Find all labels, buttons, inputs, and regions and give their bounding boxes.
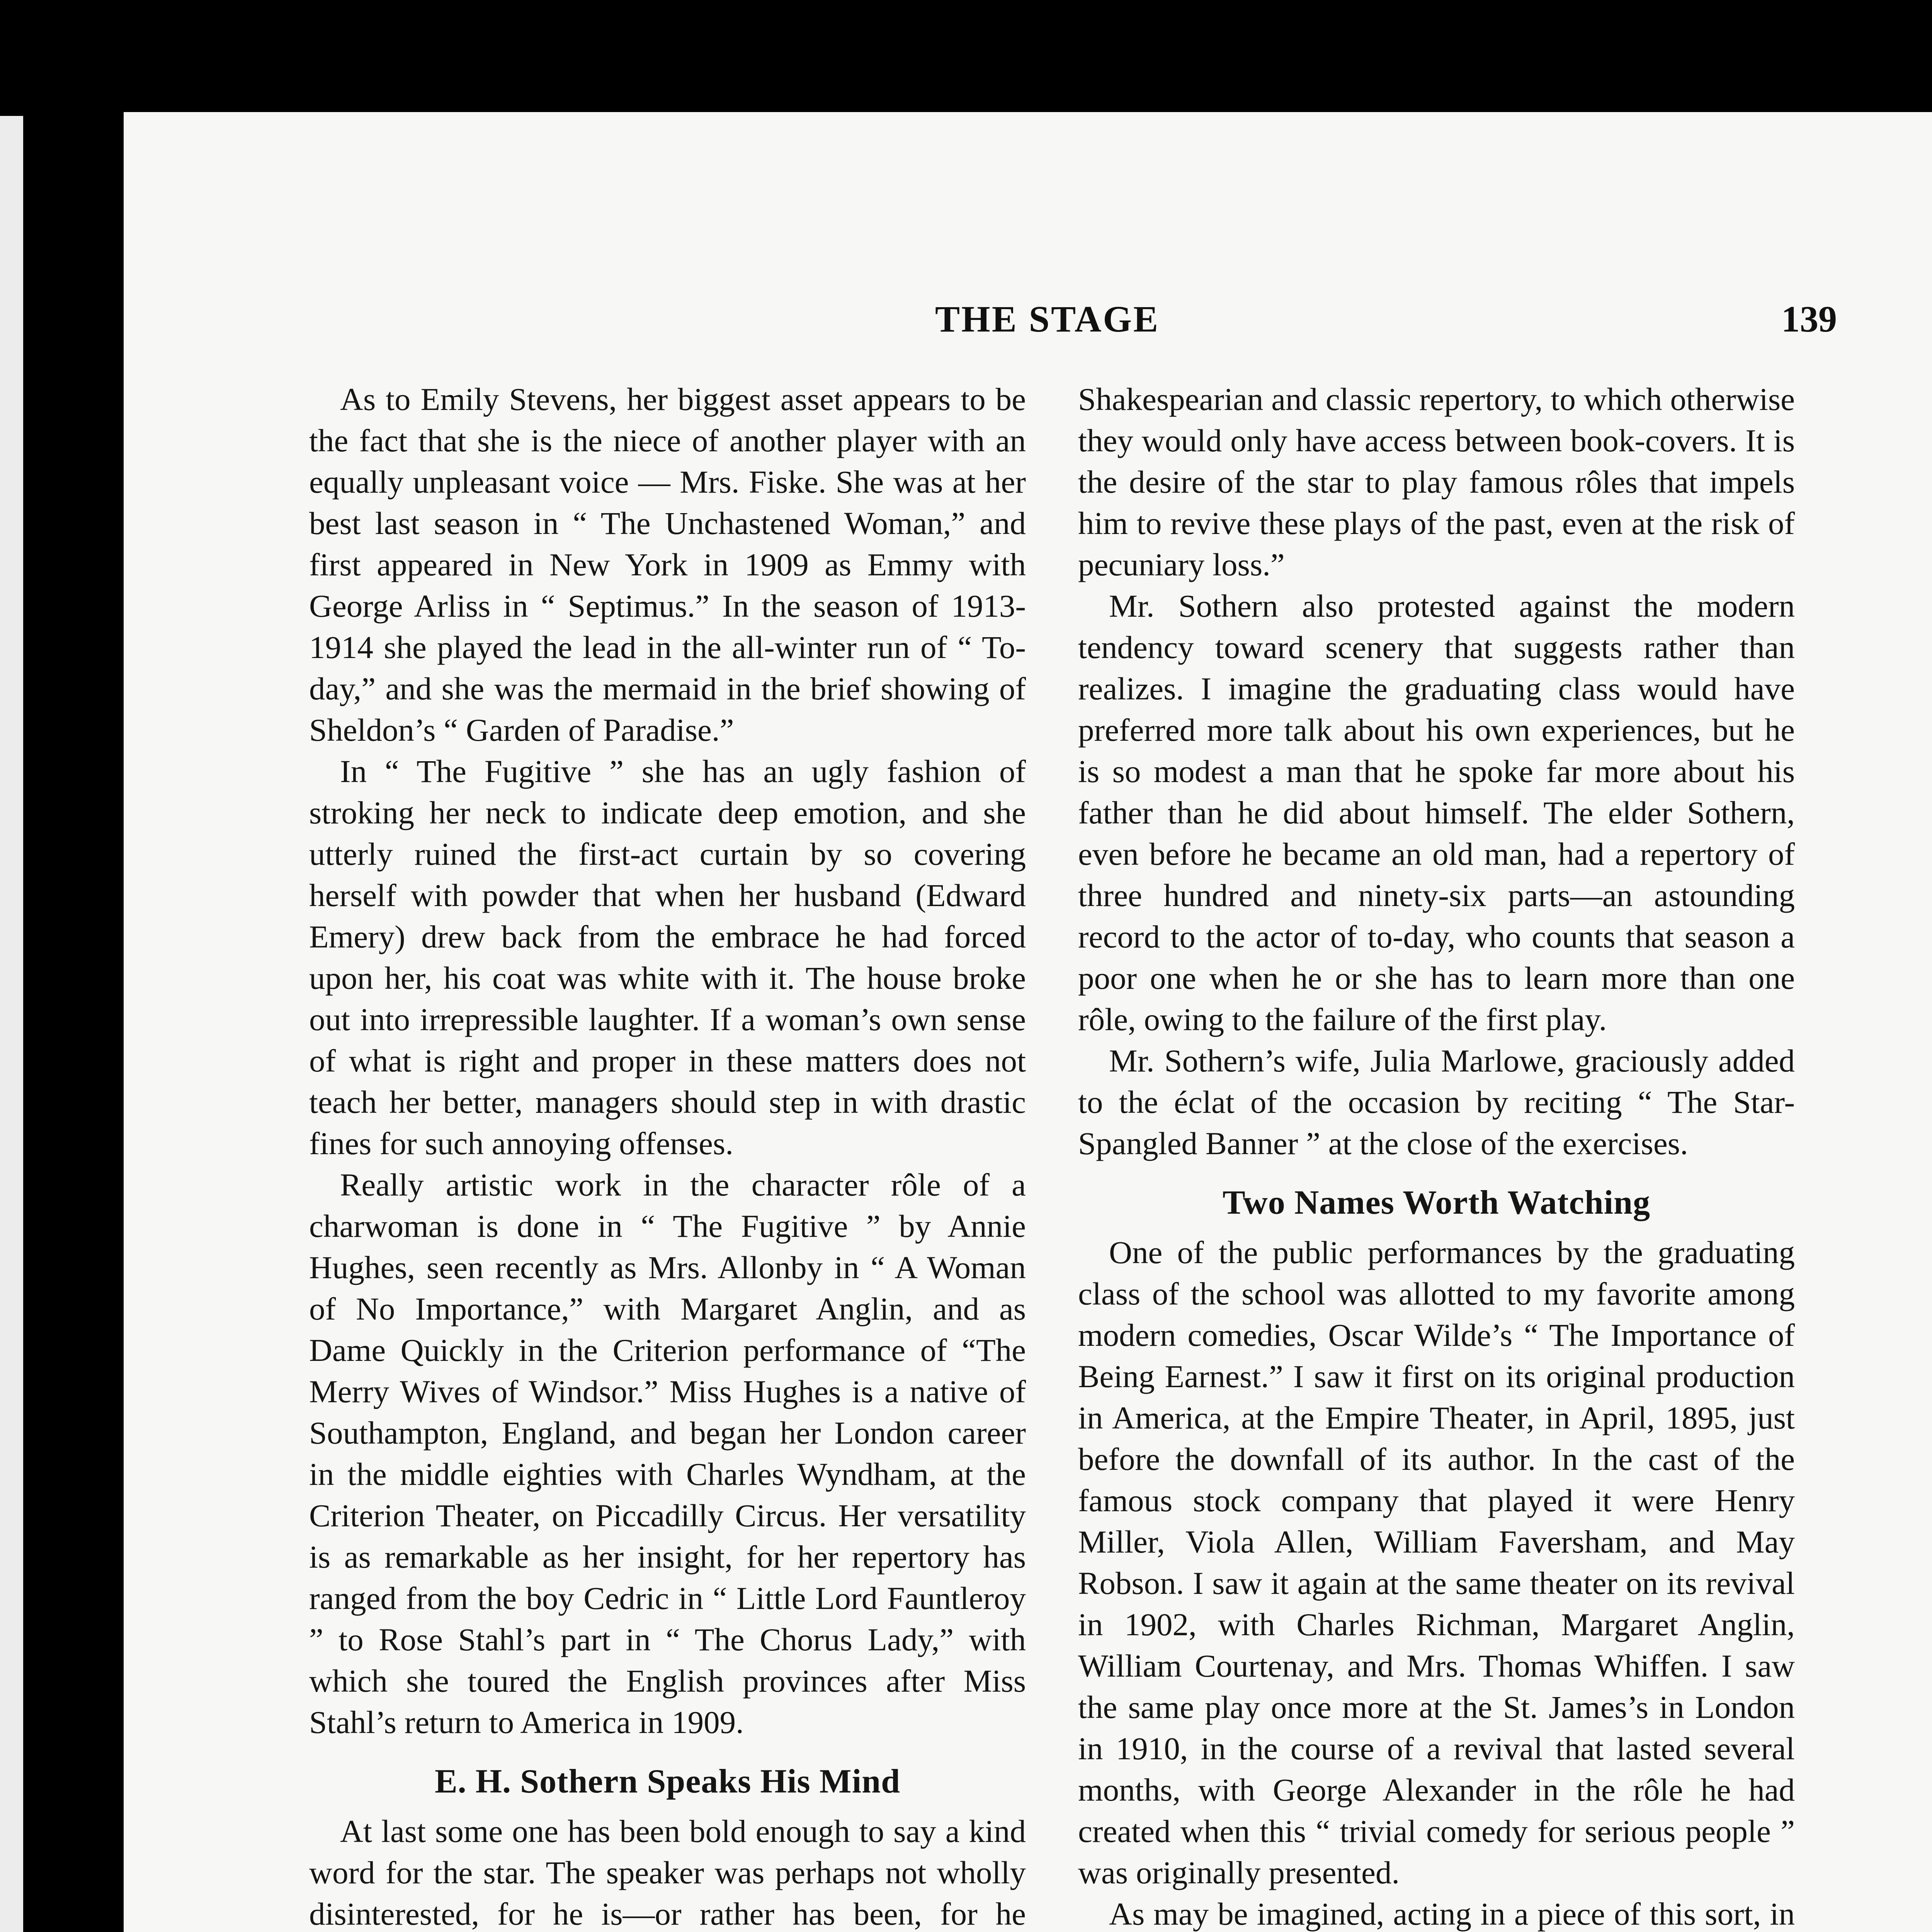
section-heading: Two Names Worth Watching [1223,1184,1650,1221]
page [124,112,1932,1932]
left-column [309,379,1026,1932]
section-heading: E. H. Sothern Speaks His Mind [434,1763,901,1800]
page-number: 139 [1781,298,1837,340]
running-title: THE STAGE [935,298,1160,340]
paragraph: Mr. Sothern also protested against the modern tendency toward scenery that suggests rather than realizes. I imagine the graduating class would have preferred more talk about his own experiences, but he is so modest a man that he spoke far more about his father than he did about himself. The elder Sothern, even before he became an old man, had a repertory of three hundred and ninety-six parts—an astounding record to the actor of to-day, who counts that season a poor one when he or she has to learn more than one rôle, owing to the failure of the first play. [1078,588,1795,1037]
paragraph: At last some one has been bold enough to say a kind word for the star. The speaker was perhaps not wholly disinterested, for he is—or rather has been, for he [309,1813,1026,1932]
paragraph: Shakespearian and classic repertory, to which otherwise they would only have access between book-covers. It is the desire of the star to play famous rôles that impels him to revive these plays of the past, even at the risk of pecuniary loss.” [1078,381,1795,582]
paragraph: Mr. Sothern’s wife, Julia Marlowe, graciously added to the éclat of the occasion by reciting “ The Star-Spangled Banner ” at the close of the exercises. [1078,1043,1795,1161]
running-head [124,298,1932,359]
paragraph: One of the public performances by the graduating class of the school was allotted to my favorite among modern comedies, Oscar Wilde’s “ The Importance of Being Earnest.” I saw it first on its original production in America, at the Empire Theater, in April, 1895, just before the downfall of its author. In the cast of the famous stock company that played it were Henry Miller, Viola Allen, William Faversham, and May Robson. I saw it again at the same theater on its revival in 1902, with Charles Richman, Margaret Anglin, William Courtenay, and Mrs. Thomas Whiffen. I saw the same play once more at the St. James’s in London in 1910, in the course of a revival that lasted several months, with George Alexander in the rôle he had created when this “ trivial comedy for serious people ” was originally presented. [1078,1235,1795,1890]
paragraph: As may be imagined, acting in a piece of this sort, in [1109,1896,1795,1932]
left-page-edge [0,116,23,1932]
right-column [1078,379,1795,1932]
paragraph: Really artistic work in the character rôle of a charwoman is done in “ The Fugitive ” by Annie Hughes, seen recently as Mrs. Allonby in “ A Woman of No Importance,” with Margaret Anglin, and as Dame Quickly in the Criterion performance of “The Merry Wives of Windsor.” Miss Hughes is a native of Southampton, England, and began her London career in the middle eighties with Charles Wyndham, at the Criterion Theater, on Piccadilly Circus. Her versatility is as remarkable as her insight, for her repertory has ranged from the boy Cedric in “ Little Lord Fauntleroy ” to Rose Stahl’s part in “ The Chorus Lady,” with which she toured the English provinces after Miss Stahl’s return to America in 1909. [309,1167,1026,1740]
paragraph: In “ The Fugitive ” she has an ugly fashion of stroking her neck to indicate deep emotion, and she utterly ruined the first-act curtain by so covering herself with powder that when her husband (Edward Emery) drew back from the embrace he had forced upon her, his coat was white with it. The house broke out into irrepressible laughter. If a woman’s own sense of what is right and proper in these matters does not teach her better, managers should step in with drastic fines for such annoying offenses. [309,753,1026,1161]
paragraph: As to Emily Stevens, her biggest asset appears to be the fact that she is the niece of another player with an equally unpleasant voice — Mrs. Fiske. She was at her best last season in “ The Unchastened Woman,” and first appeared in New York in 1909 as Emmy with George Arliss in “ Septimus.” In the season of 1913-1914 she played the lead in the all-winter run of “ To-day,” and she was the mermaid in the brief showing of Sheldon’s “ Garden of Paradise.” [309,381,1026,748]
